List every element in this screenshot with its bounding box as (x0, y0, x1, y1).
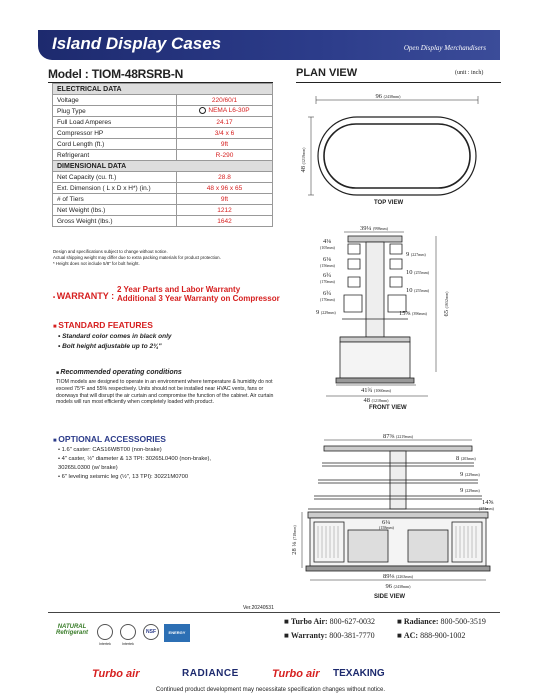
list-item: • 6" leveling seismic leg (½", 13 TPI): 30221M0700 (58, 474, 189, 480)
table-row: # of Tiers 9ft (53, 194, 273, 205)
svg-text:28 ⅛ (718mm): 28 ⅛ (718mm) (291, 525, 298, 555)
table-row: Refrigerant R-290 (53, 150, 273, 161)
footer-disclaimer: Continued product development may necessitate specification changes without notice. (155, 687, 386, 693)
brand-logo-radiance: RADIANCE (182, 668, 239, 679)
notes: Design and specifications subject to change without notice. Actual shipping weight may differ due to extra packing materials for product protection. * Height does not include 5/8" for bolt height. (53, 249, 221, 266)
top-outline-inner (324, 124, 470, 188)
svg-text:14⅝: 14⅝ (482, 499, 494, 506)
svg-text:(105mm): (105mm) (320, 245, 335, 250)
svg-text:9 (227mm): 9 (227mm) (406, 251, 426, 258)
standard-features-title: ■ STANDARD FEATURES (53, 320, 153, 330)
svg-text:(156mm): (156mm) (320, 263, 335, 268)
list-item: • Standard color comes in black only (58, 333, 172, 340)
svg-text:39¼ (998mm): 39¼ (998mm) (360, 225, 388, 232)
plug-icon (199, 107, 206, 114)
svg-text:9 (229mm): 9 (229mm) (316, 309, 336, 316)
svg-text:(371mm): (371mm) (479, 506, 494, 511)
divider (48, 612, 500, 613)
svg-text:9 (229mm): 9 (229mm) (460, 471, 480, 478)
page-subtitle: Open Display Merchandisers (403, 44, 486, 52)
warranty-line-2: Additional 3 Year Warranty on Compressor (117, 294, 280, 303)
version-label: Ver.20240531 (243, 605, 274, 611)
plan-view-title: PLAN VIEW (296, 67, 358, 79)
side-view-drawing (291, 430, 501, 590)
model-label: Model : TIOM-48RSRB-N (48, 67, 184, 81)
top-view-label: TOP VIEW (374, 200, 404, 206)
nsf-logo: NSF (143, 624, 159, 640)
svg-text:6⅛: 6⅛ (323, 256, 332, 263)
divider (296, 82, 501, 83)
natural-refrigerant-logo: NATURAL Refrigerant (55, 624, 88, 636)
table-row: Ext. Dimension ( L x D x H*) (in.) 48 x 96 x 65 (53, 183, 273, 194)
svg-text:6¼: 6¼ (382, 519, 391, 526)
svg-text:10 (255mm): 10 (255mm) (406, 287, 430, 294)
unit-label: (unit : inch) (455, 70, 484, 76)
cert-logo (97, 624, 113, 640)
svg-text:(170mm): (170mm) (320, 279, 335, 284)
svg-text:48 (1218mm): 48 (1218mm) (363, 397, 389, 404)
svg-text:9 (229mm): 9 (229mm) (460, 487, 480, 494)
svg-text:10 (255mm): 10 (255mm) (406, 269, 430, 276)
accessories-title: ■ OPTIONAL ACCESSORIES (53, 434, 166, 444)
side-view-label: SIDE VIEW (374, 594, 406, 600)
table-row: Compressor HP 3/4 x 6 (53, 128, 273, 139)
svg-text:8 (203mm): 8 (203mm) (456, 455, 476, 462)
header-banner (38, 30, 500, 60)
svg-text:(158mm): (158mm) (379, 525, 394, 530)
list-item: • 1.6" caster: CAS16WBT00 (non-brake) (58, 447, 162, 453)
table-row: Voltage 220/60/1 (53, 95, 273, 106)
table-row: Plug Type NEMA L6-30P (53, 106, 273, 117)
svg-text:6¾: 6¾ (323, 290, 332, 297)
list-item: 30265L0300 (w/ brake) (58, 465, 118, 471)
svg-text:96 (2438mm): 96 (2438mm) (375, 93, 401, 100)
list-item: • 4" caster, ½" diameter & 13 TPI: 30265L0400 (non-brake), (58, 456, 211, 462)
svg-text:48 (1219mm): 48 (1219mm) (300, 147, 307, 173)
table-row: Net Capacity (cu. ft.) 28.8 (53, 172, 273, 183)
spec-table (52, 83, 273, 227)
page-title: Island Display Cases (52, 34, 222, 53)
svg-text:4⅛: 4⅛ (323, 238, 332, 245)
top-outline-outer (318, 117, 476, 195)
svg-text:6¾: 6¾ (323, 272, 332, 279)
svg-text:15⅝ (396mm): 15⅝ (396mm) (399, 310, 427, 317)
conditions-text: TIOM models are designed to operate in an environment where temperature & humidity do not exceed 75°F and 55% respectively. Units should not be installed near HVAC vents, fans or doorways that will disrupt the air curtain and compromise the function of the cabinet. Air curtain models will run most efficiently when completely loaded with product. (56, 379, 274, 406)
svg-text:65 (1652mm): 65 (1652mm) (443, 291, 450, 317)
front-view-label: FRONT VIEW (369, 405, 407, 411)
list-item: • Bolt height adjustable up to 2¾" (58, 343, 162, 350)
brand-logo-texaking: TEXAKING (333, 668, 385, 679)
energy-star-logo: ENERGY STAR (164, 624, 190, 642)
svg-text:96 (2438mm): 96 (2438mm) (385, 583, 411, 590)
front-view-drawing (296, 222, 501, 402)
cert-logo (120, 624, 136, 640)
brand-logo-turbo-air: Turbo air (92, 668, 140, 680)
warranty-line-1: 2 Year Parts and Labor Warranty (117, 285, 241, 294)
conditions-title: ■ Recommended operating conditions (56, 369, 182, 376)
table-row: Full Load Amperes 24.17 (53, 117, 273, 128)
section-header: ELECTRICAL DATA (53, 84, 273, 95)
table-row: Cord Length (ft.) 9ft (53, 139, 273, 150)
section-header: DIMENSIONAL DATA (53, 161, 273, 172)
brand-logo-turbo-air-2: Turbo air (272, 668, 320, 680)
table-row: Gross Weight (lbs.) 1642 (53, 216, 273, 227)
svg-text:41¾ (1060mm): 41¾ (1060mm) (361, 387, 391, 394)
svg-text:(170mm): (170mm) (320, 297, 335, 302)
table-row: Net Weight (lbs.) 1212 (53, 205, 273, 216)
top-view-drawing (296, 90, 501, 205)
svg-text:87⅜ (2219mm): 87⅜ (2219mm) (383, 433, 413, 440)
svg-text:89⅛ (2263mm): 89⅛ (2263mm) (383, 573, 413, 580)
